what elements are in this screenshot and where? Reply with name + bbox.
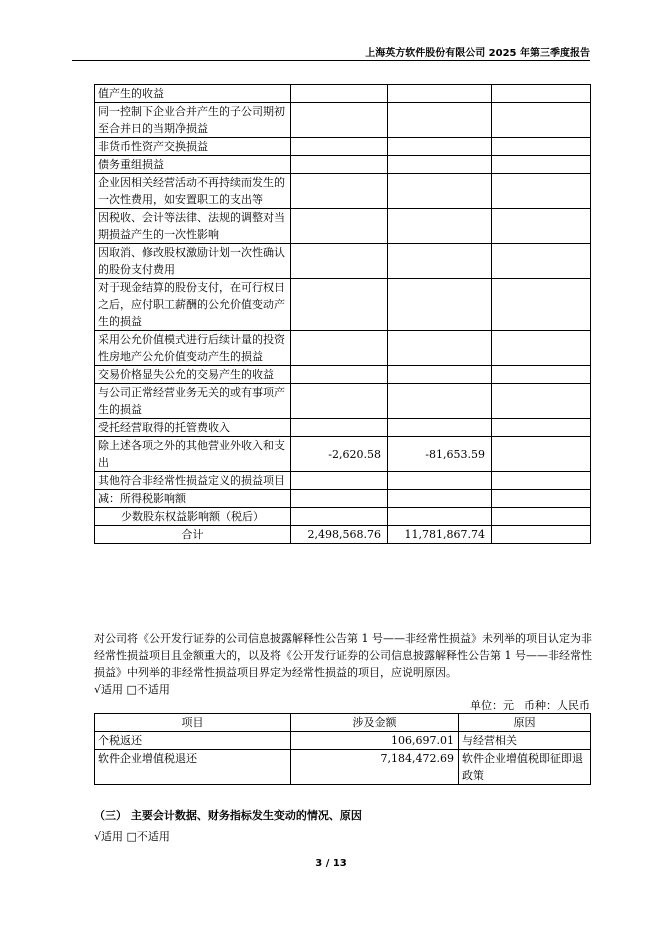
cell-note [492, 244, 591, 279]
non-recurring-items-table [94, 84, 591, 544]
table-row-total [95, 526, 591, 544]
cell-note [492, 174, 591, 209]
table-row [95, 732, 591, 750]
table-row [95, 103, 591, 138]
table-row [95, 472, 591, 490]
cell-ytd [388, 103, 492, 138]
row-label: 对于现金结算的股份支付，在可行权日之后，应付职工薪酬的公允价值变动产生的损益 [95, 279, 291, 331]
disclosure-note: 对公司将《公开发行证券的公司信息披露解释性公告第 1 号——非经常性损益》未列举的项目认定为非经常性损益项目且金额重大的，以及将《公开发行证券的公司信息披露解释性公告第 1 号——非经常性损益》中列举的非经常性损益项目界定为经常性损益的项目，应说明原因。 [94, 632, 592, 679]
cell-ytd [388, 174, 492, 209]
cell-amount: 106,697.01 [291, 732, 459, 750]
cell-ytd [388, 279, 492, 331]
row-label: 企业因相关经营活动不再持续而发生的一次性费用，如安置职工的支出等 [95, 174, 291, 209]
page-number: 3 / 13 [315, 858, 347, 869]
row-label: 因取消、修改股权激励计划一次性确认的股份支付费用 [95, 244, 291, 279]
cell-item: 个税返还 [95, 732, 291, 750]
row-label: 其他符合非经常性损益定义的损益项目 [95, 472, 291, 490]
cell-note [492, 384, 591, 419]
col-header-item: 项目 [95, 714, 291, 732]
table-header-row [95, 714, 591, 732]
cell-note [492, 85, 591, 103]
table-row [95, 138, 591, 156]
cell-note [492, 490, 591, 508]
cell-ytd [388, 419, 492, 437]
row-label: 采用公允价值模式进行后续计量的投资性房地产公允价值变动产生的损益 [95, 331, 291, 366]
table-row [95, 437, 591, 472]
table-row [95, 174, 591, 209]
row-label: 受托经营取得的托管费收入 [95, 419, 291, 437]
total-label: 合计 [95, 526, 291, 544]
cell-note [492, 437, 591, 472]
cell-ytd [388, 156, 492, 174]
table-row [95, 384, 591, 419]
table-row [95, 508, 591, 526]
cell-note [492, 472, 591, 490]
table-row [95, 209, 591, 244]
cell-item: 软件企业增值税退还 [95, 750, 291, 785]
row-label: 与公司正常经营业务无关的或有事项产生的损益 [95, 384, 291, 419]
cell-note [492, 138, 591, 156]
section-heading: （三） 主要会计数据、财务指标发生变动的情况、原因 [94, 809, 362, 822]
cell-current [291, 156, 388, 174]
cell-current [291, 472, 388, 490]
cell-current [291, 174, 388, 209]
row-label: 值产生的收益 [95, 85, 291, 103]
unit-label: 单位：元 [470, 699, 514, 712]
cell-ytd [388, 138, 492, 156]
cell-amount: 7,184,472.69 [291, 750, 459, 785]
cell-ytd [388, 508, 492, 526]
cell-ytd: -81,653.59 [388, 437, 492, 472]
cell-current [291, 138, 388, 156]
cell-note [492, 419, 591, 437]
currency-label: 币种：人民币 [524, 699, 590, 712]
row-label: 同一控制下企业合并产生的子公司期初至合并日的当期净损益 [95, 103, 291, 138]
cell-current [291, 209, 388, 244]
table-row [95, 85, 591, 103]
table-row [95, 244, 591, 279]
table-row [95, 156, 591, 174]
table-row [95, 419, 591, 437]
cell-note [492, 526, 591, 544]
table-row [95, 750, 591, 785]
report-header: 上海英方软件股份有限公司 2025 年第三季度报告 [365, 48, 590, 59]
cell-current [291, 279, 388, 331]
cell-current [291, 85, 388, 103]
applicable-checkbox-text: √适用 □不适用 [94, 683, 170, 696]
cell-ytd [388, 209, 492, 244]
cell-ytd [388, 490, 492, 508]
unit-line [460, 697, 590, 714]
cell-current [291, 244, 388, 279]
row-label: 债务重组损益 [95, 156, 291, 174]
cell-note [492, 209, 591, 244]
cell-current [291, 384, 388, 419]
cell-note [492, 156, 591, 174]
row-label: 少数股东权益影响额（税后） [95, 508, 291, 526]
cell-current [291, 508, 388, 526]
row-label: 减：所得税影响额 [95, 490, 291, 508]
non-recurring-reclass-table [94, 713, 591, 785]
col-header-amount: 涉及金额 [291, 714, 459, 732]
cell-current [291, 419, 388, 437]
total-ytd: 11,781,867.74 [388, 526, 492, 544]
cell-current [291, 331, 388, 366]
cell-current [291, 490, 388, 508]
cell-note [492, 331, 591, 366]
cell-ytd [388, 366, 492, 384]
applicable-checkbox-text: √适用 □不适用 [94, 830, 170, 843]
cell-current [291, 103, 388, 138]
cell-reason: 软件企业增值税即征即退政策 [459, 750, 591, 785]
table-row [95, 331, 591, 366]
cell-note [492, 103, 591, 138]
cell-note [492, 279, 591, 331]
cell-note [492, 366, 591, 384]
cell-note [492, 508, 591, 526]
row-label: 交易价格显失公允的交易产生的收益 [95, 366, 291, 384]
table-row [95, 366, 591, 384]
cell-ytd [388, 472, 492, 490]
table-row [95, 279, 591, 331]
row-label: 非货币性资产交换损益 [95, 138, 291, 156]
cell-ytd [388, 331, 492, 366]
row-label: 除上述各项之外的其他营业外收入和支出 [95, 437, 291, 472]
cell-ytd [388, 85, 492, 103]
row-label: 因税收、会计等法律、法规的调整对当期损益产生的一次性影响 [95, 209, 291, 244]
cell-ytd [388, 244, 492, 279]
cell-current [291, 366, 388, 384]
table-row [95, 490, 591, 508]
cell-ytd [388, 384, 492, 419]
cell-reason: 与经营相关 [459, 732, 591, 750]
col-header-reason: 原因 [459, 714, 591, 732]
total-current: 2,498,568.76 [291, 526, 388, 544]
header-divider [72, 60, 590, 61]
cell-current: -2,620.58 [291, 437, 388, 472]
